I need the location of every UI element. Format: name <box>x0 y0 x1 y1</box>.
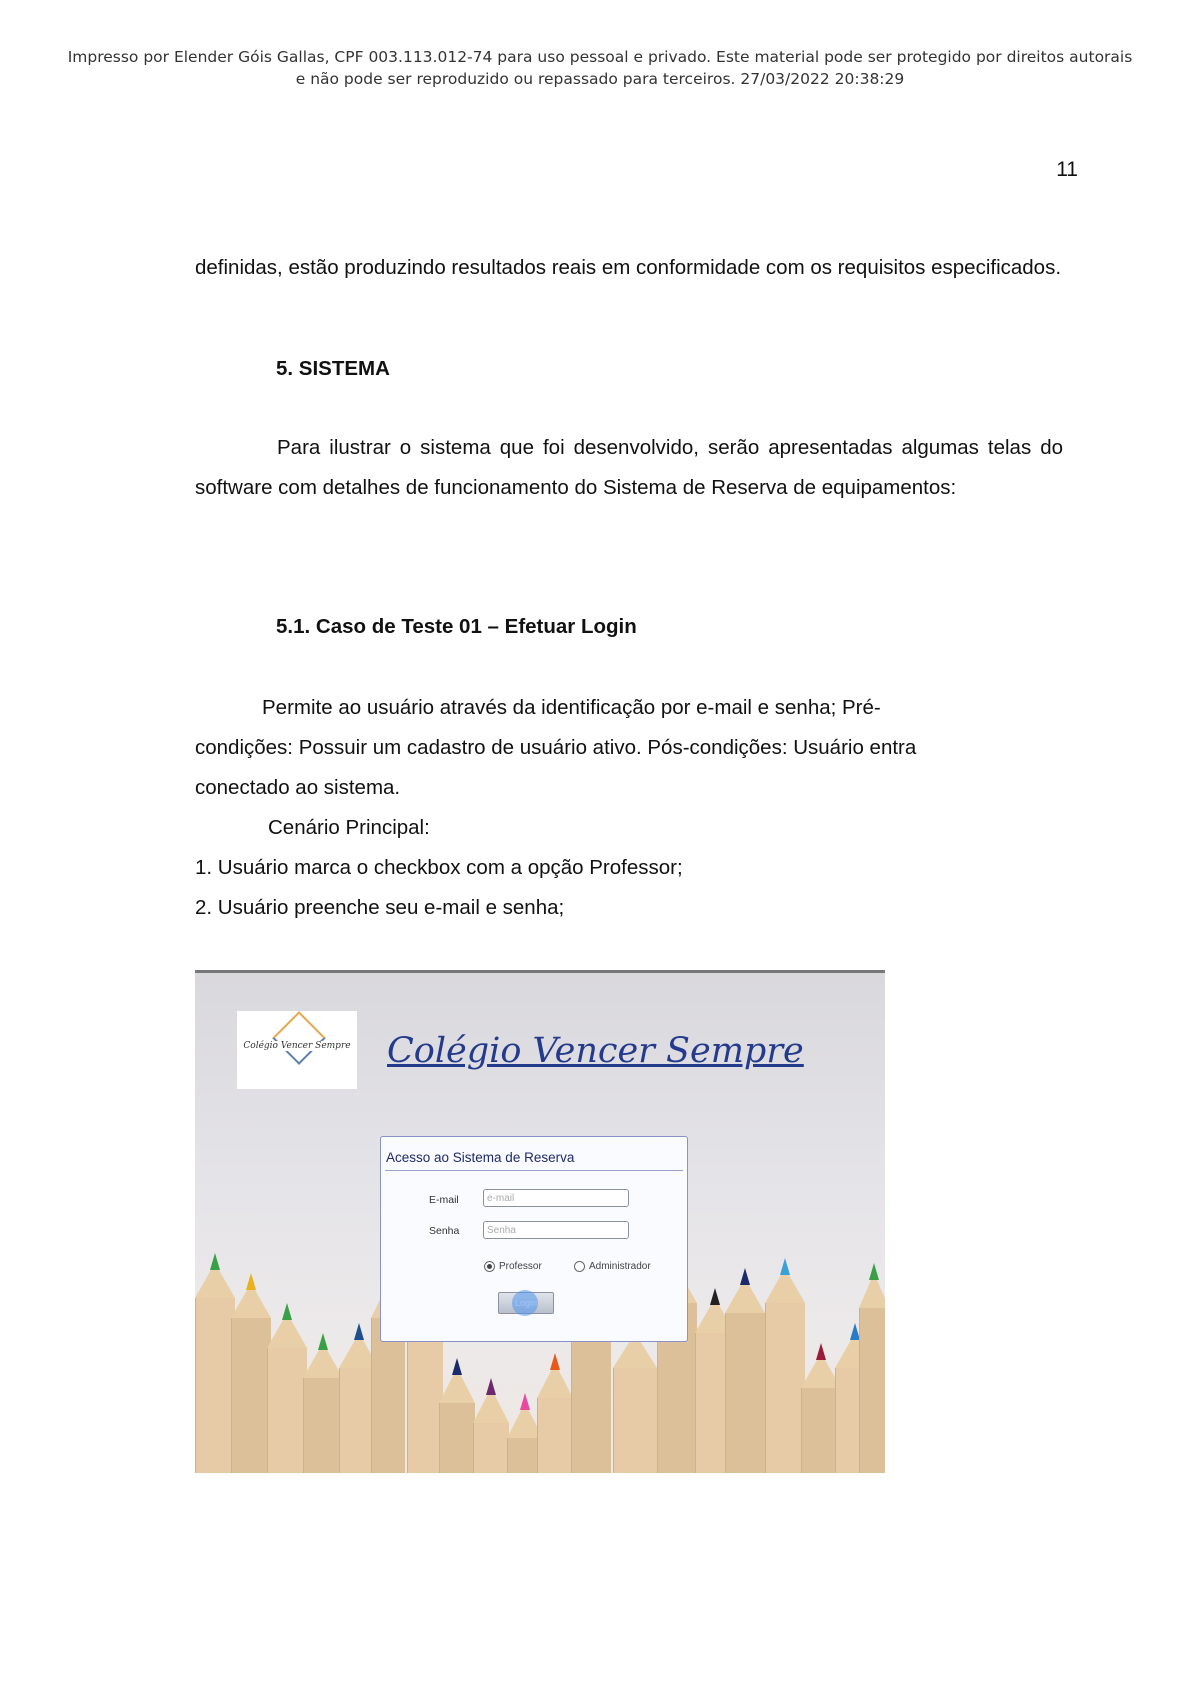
pencil-decoration <box>473 1378 509 1473</box>
section-heading: 5. SISTEMA <box>276 357 390 380</box>
login-title-divider <box>385 1170 683 1171</box>
watermark-line-2: e não pode ser reproduzido ou repassado para terceiros. 27/03/2022 20:38:29 <box>295 70 905 88</box>
email-field[interactable]: e-mail <box>483 1189 629 1207</box>
pencil-decoration <box>267 1303 307 1473</box>
login-title: Acesso ao Sistema de Reserva <box>386 1150 575 1165</box>
password-field[interactable]: Senha <box>483 1221 629 1239</box>
login-panel <box>380 1136 688 1342</box>
scenario-step-2: 2. Usuário preenche seu e-mail e senha; <box>195 896 565 919</box>
radio-admin-label: Administrador <box>589 1261 651 1273</box>
pencil-decoration <box>537 1353 573 1473</box>
radio-professor[interactable] <box>484 1261 542 1272</box>
test-case-line-2: condições: Possuir um cadastro de usuário ativo. Pós-condições: Usuário entra <box>195 736 917 759</box>
paragraph-intro: definidas, estão produzindo resultados reais em conformidade com os requisitos especificados. <box>195 256 1062 279</box>
scenario-label: Cenário Principal: <box>268 816 430 839</box>
radio-professor-label: Professor <box>499 1261 542 1273</box>
logo-text: Colégio Vencer Sempre <box>237 1041 357 1051</box>
pencil-decoration <box>303 1333 343 1473</box>
pencil-decoration <box>195 1253 235 1473</box>
test-case-line-1: Permite ao usuário através da identificação por e-mail e senha; Pré- <box>262 696 881 719</box>
print-watermark <box>0 46 1200 90</box>
radio-administrador[interactable] <box>574 1261 651 1272</box>
pencil-decoration <box>231 1273 271 1473</box>
email-label: E-mail <box>429 1194 459 1206</box>
page-number: 11 <box>1056 158 1078 181</box>
login-screenshot <box>195 970 885 1473</box>
pencil-decoration <box>439 1358 475 1473</box>
pencil-decoration <box>613 1323 657 1473</box>
radio-unchecked-icon <box>574 1261 585 1272</box>
school-logo <box>237 1011 357 1089</box>
radio-checked-icon <box>484 1261 495 1272</box>
password-label: Senha <box>429 1225 460 1237</box>
subsection-heading: 5.1. Caso de Teste 01 – Efetuar Login <box>276 615 637 638</box>
click-indicator <box>512 1290 538 1316</box>
pencil-decoration <box>725 1268 765 1473</box>
pencil-decoration <box>859 1263 885 1473</box>
paragraph-system: Para ilustrar o sistema que foi desenvolvido, serão apresentadas algumas telas do software com detalhes de funcionamento do Sistema de Reserva de equipamentos: <box>195 436 1063 499</box>
pencil-decoration <box>765 1258 805 1473</box>
scenario-step-1: 1. Usuário marca o checkbox com a opção Professor; <box>195 856 683 879</box>
watermark-line-1: Impresso por Elender Góis Gallas, CPF 003.113.012-74 para uso pessoal e privado. Este material pode ser protegido por direitos autorais <box>67 48 1133 66</box>
logo-diamond-icon <box>272 1011 326 1065</box>
school-title: Colégio Vencer Sempre <box>387 1031 804 1071</box>
test-case-line-3: conectado ao sistema. <box>195 776 401 799</box>
